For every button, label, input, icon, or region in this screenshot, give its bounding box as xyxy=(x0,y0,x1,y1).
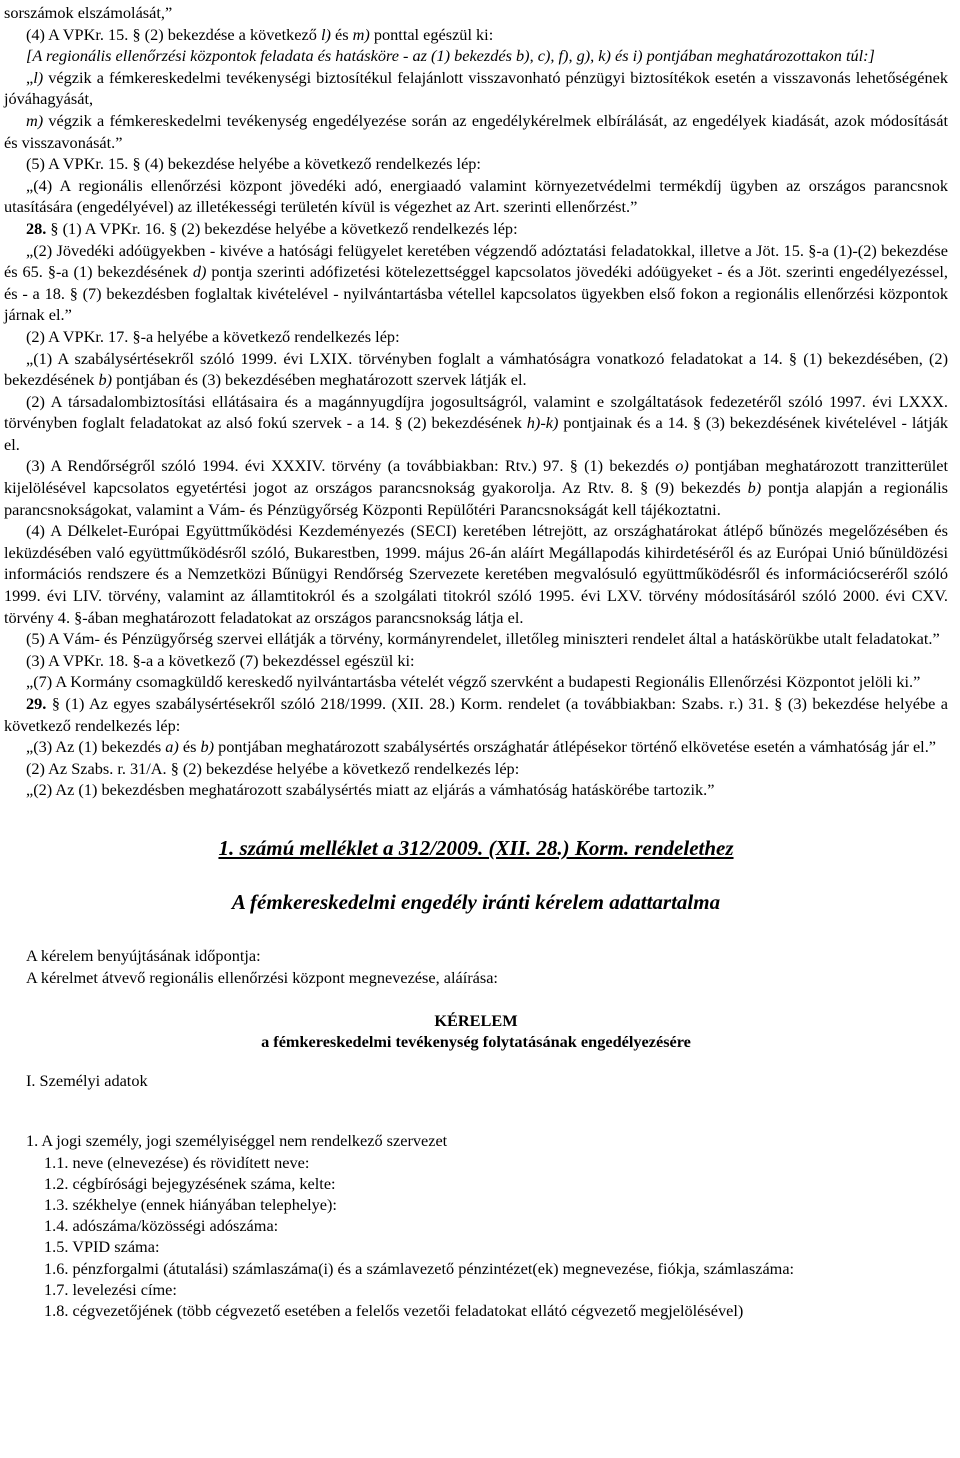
receiver-label: A kérelmet átvevő regionális ellenőrzési központ megnevezése, aláírása: xyxy=(26,967,498,987)
form-field-label: 1.5. VPID száma: xyxy=(44,1237,160,1257)
paragraph: [A regionális ellenőrzési központok feladata és hatásköre - az (1) bekezdés b), c), f), g), k) és i) pontjában meghatározottakon túl:] xyxy=(26,46,875,66)
annex-title: 1. számú melléklet a 312/2009. (XII. 28.) Korm. rendelethez xyxy=(218,835,734,860)
annex-subtitle: A fémkereskedelmi engedély iránti kérelem adattartalma xyxy=(231,889,721,914)
paragraph: (5) A VPKr. 15. § (4) bekezdése helyébe a következő rendelkezés lép: xyxy=(26,154,481,174)
kerelem-title: KÉRELEM xyxy=(434,1011,518,1031)
paragraph: (5) A Vám- és Pénzügyőrség szervei ellátják a törvény, kormányrendelet, illetőleg miniszteri rendelet által a hatáskörükbe utalt feladatokat.” xyxy=(26,629,940,649)
form-field-label: 1.7. levelezési címe: xyxy=(44,1279,177,1299)
paragraph: 28. § (1) A VPKr. 16. § (2) bekezdése helyébe a következő rendelkezés lép: xyxy=(26,218,518,238)
paragraph: „(4) A regionális ellenőrzési központ jövedéki adó, energiaadó valamint környezetvédelmi termékdíj ügyben az országos parancsnok utasítására (engedélyével) az illetékességi területén kívül is végezhet az Art. szerinti ellenőrzést.” xyxy=(4,175,948,217)
form-field-label: 1.6. pénzforgalmi (átutalási) számlaszáma(i) és a számlavezető pénzintézet(ek) megnevezése, fiókja, számlaszáma: xyxy=(44,1258,795,1278)
paragraph: „(7) A Kormány csomagküldő kereskedő nyilvántartásba vételét végző szervként a budapesti Regionális Ellenőrzési Központot jelöli ki.” xyxy=(26,672,921,692)
decree-body-text xyxy=(4,2,948,801)
paragraph: sorszámok elszámolását,” xyxy=(4,3,173,22)
form-field-label: 1.8. cégvezetőjének (több cégvezető esetében a felelős vezetői feladatokat ellátó cégvezető megjelölésével) xyxy=(44,1301,744,1321)
paragraph: (2) A társadalombiztosítási ellátásaira és a magánnyugdíjra jogosultságról, valamint e szolgáltatások fedezetéről szóló 1997. évi LXXX. törvényben foglalt feladatokat az alsó fokú szervek - a 14. § (2) bekezdésének h)-k) pontjainak és a 14. § (3) bekezdésének kivételével - látják el. xyxy=(4,391,948,454)
paragraph: (4) A VPKr. 15. § (2) bekezdése a következő l) és m) ponttal egészül ki: xyxy=(26,24,494,44)
paragraph: (2) A VPKr. 17. §-a helyébe a következő rendelkezés lép: xyxy=(26,326,400,346)
paragraph: (4) A Délkelet-Európai Együttműködési Kezdeményezés (SECI) keretében létrejött, az országhatárokat átlépő bűnözés megelőzésében és leküzdésében való együttműködésről szóló, Bukarestben, 1999. május 26-án aláírt Megállapodás kihirdetéséről és az Európai Unió bűnüldözési információs rendszere és a Nemzetközi Bűnügyi Rendőrség Szervezete keretében megvalósuló együttműködésről és információcseréről szóló 1999. évi LIV. törvény, valamint az államtitokról és a szolgálati titokról szóló 1995. évi LXV. törvény módosításáról szóló 2000. évi CXV. törvény 4. §-ában meghatározott feladatokat az országos parancsnokság látja el. xyxy=(4,521,948,627)
paragraph: „(1) A szabálysértésekről szóló 1999. évi LXIX. törvényben foglalt a vámhatóságra vonatkozó feladatokat a 14. § (1) bekezdésében, (2) bekezdésének b) pontjában és (3) bekezdésében meghatározott szervek látják el. xyxy=(4,348,948,390)
kerelem-subtitle: a fémkereskedelmi tevékenység folytatásának engedélyezésére xyxy=(261,1032,691,1052)
paragraph: (3) A VPKr. 18. §-a a következő (7) bekezdéssel egészül ki: xyxy=(26,650,415,670)
paragraph: „l) végzik a fémkereskedelmi tevékenységi biztosítékul felajánlott visszavonható pénzügyi biztosítékok esetén a visszavonás lehetőségének jóváhagyását, xyxy=(4,67,948,109)
sub-item-list xyxy=(4,1152,948,1322)
paragraph: „(2) Az (1) bekezdésben meghatározott szabálysértés miatt az eljárás a vámhatóság hatáskörébe tartozik.” xyxy=(26,780,715,800)
form-field-label: 1.4. adószáma/közösségi adószáma: xyxy=(44,1216,279,1236)
paragraph: „(2) Jövedéki adóügyekben - kivéve a hatósági felügyelet keretében végzendő adóztatási feladatokkal, illetve a Jöt. 15. §-a (1)-(2) bekezdése és 65. §-a (1) bekezdésének d) pontja szerinti adófizetési kötelezettséggel kapcsolatos jövedéki adóügyeket - és a Jöt. szerinti engedélyezéssel, és - a 18. § (7) bekezdésben foglaltak kivételével - nyilvántartásba vétellel kapcsolatos ügyekben első fokon a regionális ellenőrzési központok járnak el.” xyxy=(4,240,948,325)
paragraph: (2) Az Szabs. r. 31/A. § (2) bekezdése helyébe a következő rendelkezés lép: xyxy=(26,758,520,778)
paragraph: m) végzik a fémkereskedelmi tevékenység engedélyezése során az engedélykérelmek elbírálását, az engedélyek kiadását, azok módosítását és visszavonását.” xyxy=(4,110,948,152)
paragraph: 29. § (1) Az egyes szabálysértésekről szóló 218/1999. (XII. 28.) Korm. rendelet (a továbbiakban: Szabs. r.) 31. § (3) bekezdése helyébe a következő rendelkezés lép: xyxy=(4,694,948,735)
section-personal-data: I. Személyi adatok xyxy=(26,1071,148,1091)
paragraph: „(3) Az (1) bekezdés a) és b) pontjában meghatározott szabálysértés országhatár átlépésekor történő elkövetése esetén a vámhatóság jár el.” xyxy=(26,737,937,757)
submission-date-label: A kérelem benyújtásának időpontja: xyxy=(26,945,261,965)
form-field-label: 1.1. neve (elnevezése) és rövidített neve: xyxy=(44,1152,310,1172)
paragraph: (3) A Rendőrségről szóló 1994. évi XXXIV. törvény (a továbbiakban: Rtv.) 97. § (1) bekezdés o) pontjában meghatározott tranzitterület kijelölésével kapcsolatos egyetértési jogot az országos parancsnokság gyakorolja. Az Rtv. 8. § (9) bekezdés b) pontja alapján a regionális parancsnokságokat, valamint a Vám- és Pénzügyőrség Központi Repülőtéri Parancsnokságát kell tájékoztatni. xyxy=(4,456,949,519)
form-field-label: 1.2. cégbírósági bejegyzésének száma, kelte: xyxy=(44,1173,336,1193)
item-legal-entity: 1. A jogi személy, jogi személyiséggel nem rendelkező szervezet xyxy=(26,1131,448,1151)
form-field-label: 1.3. székhelye (ennek hiányában telephelye): xyxy=(44,1195,337,1215)
